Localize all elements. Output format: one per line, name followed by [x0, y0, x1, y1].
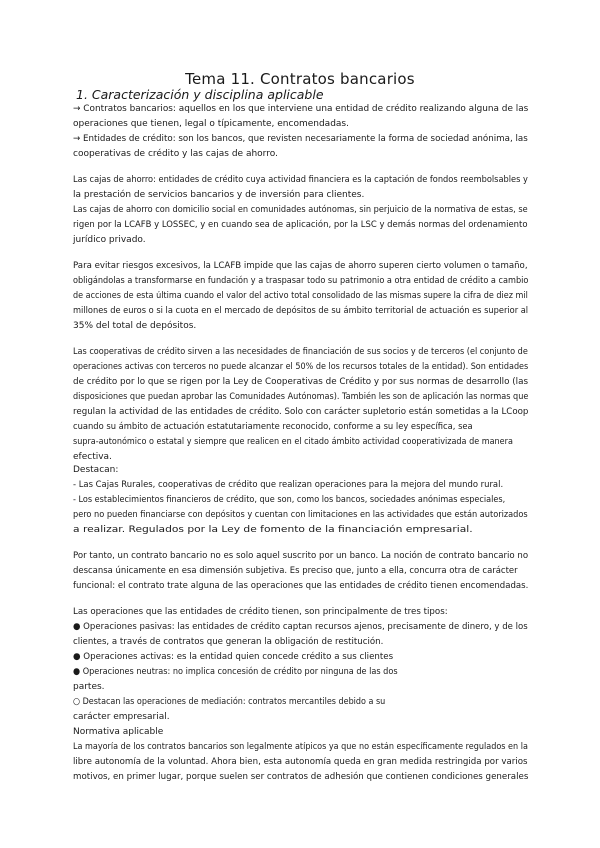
body-line: rigen por la LCAFB y LOSSEC, y en cuando sea de aplicación, por la LSC y demás normas del ordenamiento: [73, 220, 528, 230]
body-line: libre autonomía de la voluntad. Ahora bien, esta autonomía queda en gran medida restringida por varios: [73, 757, 528, 767]
list-item: ○ Destacan las operaciones de mediación: contratos mercantiles debido a su: [73, 697, 386, 707]
subheading: Normativa aplicable: [73, 727, 164, 737]
list-item: carácter empresarial.: [73, 712, 170, 722]
body-line: operaciones que tienen, legal o típicamente, encomendadas.: [73, 119, 349, 129]
body-line: Las cajas de ahorro: entidades de crédito cuya actividad financiera es la captación de fondos reembolsables y: [73, 175, 528, 185]
body-line: → Entidades de crédito: son los bancos, que revisten necesariamente la forma de sociedad anónima, las: [73, 134, 528, 144]
body-line: a realizar. Regulados por la Ley de fomento de la financiación empresarial.: [73, 525, 473, 535]
body-line: La mayoría de los contratos bancarios son legalmente atípicos ya que no están específicamente regulados en la: [73, 742, 528, 752]
body-line: motivos, en primer lugar, porque suelen ser contratos de adhesión que contienen condiciones generales: [73, 772, 529, 782]
list-item: ● Operaciones neutras: no implica concesión de crédito por ninguna de las dos: [73, 667, 398, 677]
body-line: descansa únicamente en esa dimensión subjetiva. Es preciso que, junto a ella, concurra otra de carácter: [73, 566, 518, 576]
document-title: Tema 11. Contratos bancarios: [185, 70, 415, 88]
section-heading: 1. Caracterización y disciplina aplicable: [76, 87, 324, 102]
body-line: → Contratos bancarios: aquellos en los que interviene una entidad de crédito realizando alguna de las: [73, 104, 529, 114]
body-line: supra-autonómico o estatal y siempre que realicen en el citado ámbito actividad cooperativizada de manera: [73, 437, 513, 447]
body-line: la prestación de servicios bancarios y de inversión para clientes.: [73, 190, 365, 200]
body-line: funcional: el contrato trate alguna de las operaciones que las entidades de crédito tienen encomendadas.: [73, 581, 529, 591]
body-line: obligándolas a transformarse en fundación y a traspasar todo su patrimonio a otra entidad de crédito a cambio: [73, 276, 529, 286]
body-line: Para evitar riesgos excesivos, la LCAFB impide que las cajas de ahorro superen cierto volumen o tamaño,: [73, 261, 528, 271]
body-line: de acciones de esta última cuando el valor del activo total consolidado de las mismas supere la cifra de diez mil: [73, 291, 528, 301]
body-line: pero no pueden financiarse con depósitos y cuentan con limitaciones en las actividades que están autorizados: [73, 510, 528, 520]
body-line: disposiciones que puedan aprobar las Comunidades Autónomas). También les son de aplicación las normas que: [73, 392, 529, 402]
list-item: - Los establecimientos financieros de crédito, que son, como los bancos, sociedades anónimas especiales,: [73, 495, 506, 505]
body-line: cuando su ámbito de actuación estatutariamente reconocido, conforme a su ley específica, sea: [73, 422, 473, 432]
body-line: millones de euros o si la cuota en el mercado de depósitos de su ámbito territorial de actuación es superior al: [73, 306, 529, 316]
body-line: Las cajas de ahorro con domicilio social en comunidades autónomas, sin perjuicio de la normativa de estas, se: [73, 205, 528, 215]
body-line: regulan la actividad de las entidades de crédito. Solo con carácter supletorio están sometidas a la LCoop: [73, 407, 529, 417]
body-line: Destacan:: [73, 465, 119, 475]
list-item: clientes, a través de contratos que generan la obligación de restitución.: [73, 637, 384, 647]
body-line: de crédito por lo que se rigen por la Ley de Cooperativas de Crédito y por sus normas de desarrollo (las: [73, 377, 529, 387]
body-line: 35% del total de depósitos.: [73, 321, 197, 331]
list-item: ● Operaciones pasivas: las entidades de crédito captan recursos ajenos, precisamente de dinero, y de los: [73, 622, 528, 632]
list-item: partes.: [73, 682, 105, 692]
body-line: operaciones activas con terceros no puede alcanzar el 50% de los recursos totales de la entidad). Son entidades: [73, 362, 529, 372]
body-line: cooperativas de crédito y las cajas de ahorro.: [73, 149, 278, 159]
list-item: ● Operaciones activas: es la entidad quien concede crédito a sus clientes: [73, 652, 394, 662]
body-line: Las operaciones que las entidades de crédito tienen, son principalmente de tres tipos:: [73, 607, 448, 617]
list-item: - Las Cajas Rurales, cooperativas de crédito que realizan operaciones para la mejora del mundo rural.: [73, 480, 504, 490]
body-line: jurídico privado.: [73, 235, 146, 245]
body-line: Por tanto, un contrato bancario no es solo aquel suscrito por un banco. La noción de contrato bancario no: [73, 551, 529, 561]
body-line: Las cooperativas de crédito sirven a las necesidades de financiación de sus socios y de terceros (el conjunto de: [73, 347, 528, 357]
body-line: efectiva.: [73, 452, 112, 462]
